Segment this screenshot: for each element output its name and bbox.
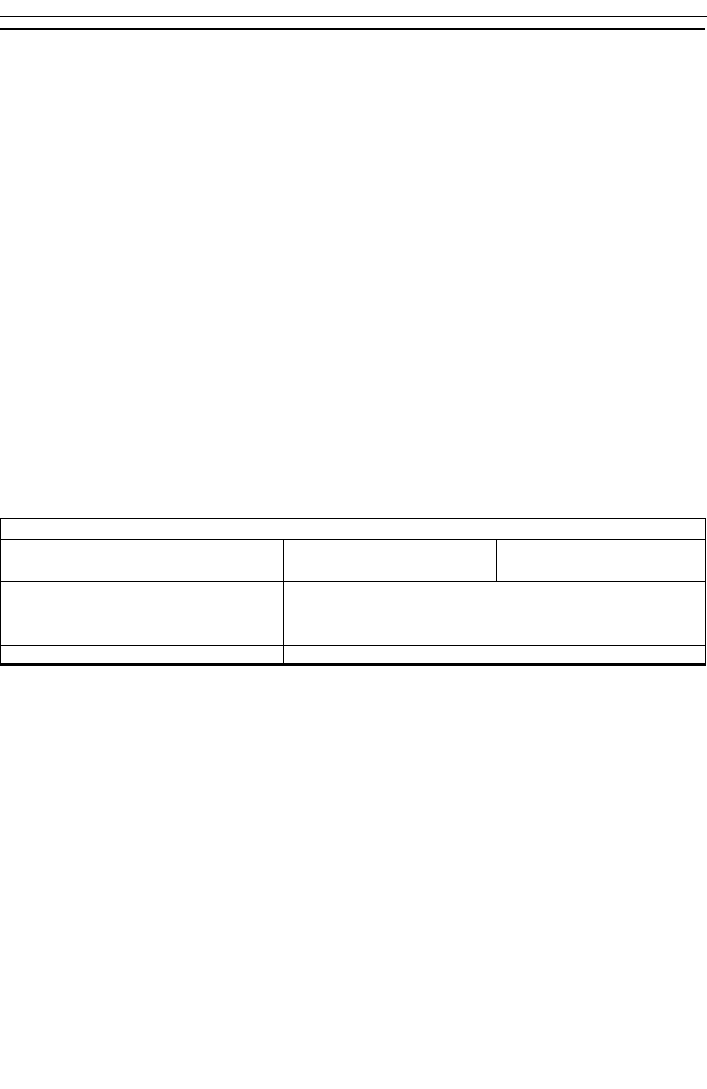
page-header xyxy=(0,0,707,18)
function-value-cell xyxy=(284,582,706,646)
technical-infrastructure-section xyxy=(1,665,706,666)
header-rule xyxy=(0,16,707,17)
plan-table-block xyxy=(0,518,705,666)
function-label-cell xyxy=(1,582,284,646)
temporary-function-label xyxy=(1,646,284,664)
continued-provisions-block xyxy=(0,28,705,30)
unit-label-cell xyxy=(1,540,284,582)
temporary-function-value xyxy=(284,646,706,664)
unit-symbol xyxy=(497,540,706,582)
unit-number xyxy=(284,540,497,582)
plan-title xyxy=(1,519,706,540)
plan-table xyxy=(0,518,706,666)
